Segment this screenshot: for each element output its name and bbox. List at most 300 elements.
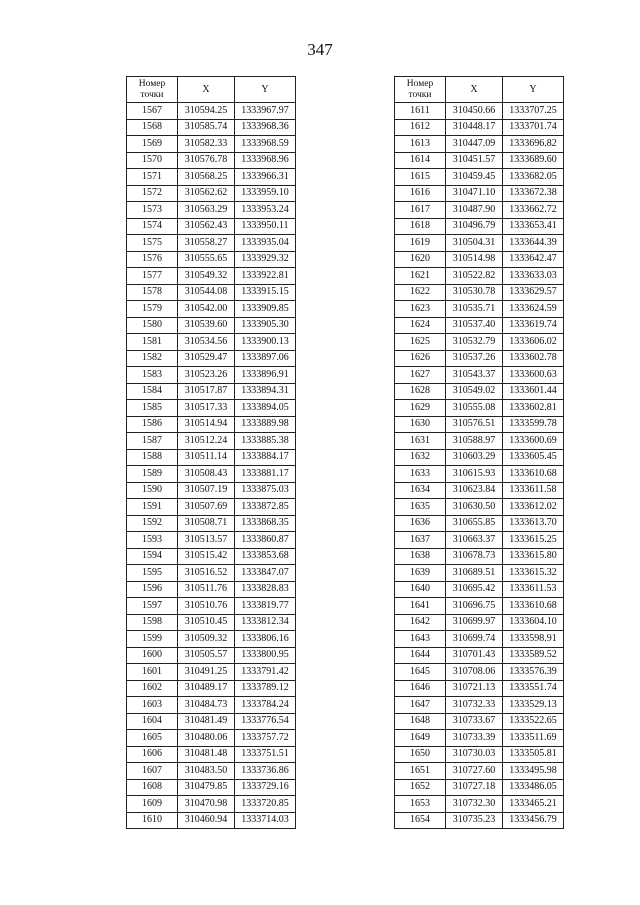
point-number-cell: 1651 [395, 763, 446, 780]
y-coordinate-cell: 1333922.81 [235, 268, 296, 285]
table-row [395, 565, 564, 582]
x-coordinate-cell: 310483.50 [178, 763, 235, 780]
table-row [127, 713, 296, 730]
table-row [395, 218, 564, 235]
table-row [395, 185, 564, 202]
y-coordinate-cell: 1333959.10 [235, 185, 296, 202]
point-number-cell: 1577 [127, 268, 178, 285]
y-coordinate-cell: 1333806.16 [235, 631, 296, 648]
y-coordinate-cell: 1333875.03 [235, 482, 296, 499]
point-number-cell: 1596 [127, 581, 178, 598]
table-row [127, 532, 296, 549]
x-coordinate-cell: 310511.76 [178, 581, 235, 598]
y-coordinate-cell: 1333653.41 [503, 218, 564, 235]
table-body [127, 103, 296, 829]
x-coordinate-cell: 310562.43 [178, 218, 235, 235]
point-number-cell: 1633 [395, 466, 446, 483]
table-row [127, 598, 296, 615]
y-coordinate-cell: 1333872.85 [235, 499, 296, 516]
table-row [395, 482, 564, 499]
table-row [395, 548, 564, 565]
x-coordinate-cell: 310532.79 [446, 334, 503, 351]
y-coordinate-cell: 1333602.78 [503, 350, 564, 367]
x-coordinate-cell: 310512.24 [178, 433, 235, 450]
point-number-cell: 1608 [127, 779, 178, 796]
table-row [395, 779, 564, 796]
point-number-cell: 1624 [395, 317, 446, 334]
table-row [127, 779, 296, 796]
x-coordinate-cell: 310460.94 [178, 812, 235, 829]
point-number-cell: 1617 [395, 202, 446, 219]
y-coordinate-cell: 1333619.74 [503, 317, 564, 334]
point-number-cell: 1593 [127, 532, 178, 549]
y-coordinate-cell: 1333736.86 [235, 763, 296, 780]
point-number-cell: 1591 [127, 499, 178, 516]
point-number-cell: 1632 [395, 449, 446, 466]
point-number-cell: 1592 [127, 515, 178, 532]
point-number-cell: 1613 [395, 136, 446, 153]
x-coordinate-cell: 310615.93 [446, 466, 503, 483]
point-number-cell: 1648 [395, 713, 446, 730]
x-coordinate-cell: 310480.06 [178, 730, 235, 747]
x-coordinate-cell: 310582.33 [178, 136, 235, 153]
x-coordinate-cell: 310508.71 [178, 515, 235, 532]
y-coordinate-cell: 1333868.35 [235, 515, 296, 532]
point-number-cell: 1627 [395, 367, 446, 384]
table-row [127, 763, 296, 780]
table-row [127, 350, 296, 367]
y-coordinate-cell: 1333606.02 [503, 334, 564, 351]
y-coordinate-cell: 1333644.39 [503, 235, 564, 252]
y-coordinate-cell: 1333915.15 [235, 284, 296, 301]
point-number-cell: 1641 [395, 598, 446, 615]
point-number-cell: 1581 [127, 334, 178, 351]
point-number-cell: 1630 [395, 416, 446, 433]
x-coordinate-cell: 310603.29 [446, 449, 503, 466]
x-coordinate-cell: 310496.79 [446, 218, 503, 235]
table-row [127, 664, 296, 681]
y-coordinate-cell: 1333576.39 [503, 664, 564, 681]
table-row [127, 416, 296, 433]
x-coordinate-cell: 310695.42 [446, 581, 503, 598]
x-coordinate-cell: 310517.87 [178, 383, 235, 400]
table-header-row [395, 77, 564, 103]
x-coordinate-cell: 310514.98 [446, 251, 503, 268]
table-row [127, 367, 296, 384]
y-coordinate-cell: 1333720.85 [235, 796, 296, 813]
y-coordinate-cell: 1333950.11 [235, 218, 296, 235]
y-coordinate-cell: 1333601.44 [503, 383, 564, 400]
table-row [395, 812, 564, 829]
table-row [395, 301, 564, 318]
point-number-cell: 1594 [127, 548, 178, 565]
x-coordinate-cell: 310459.45 [446, 169, 503, 186]
x-coordinate-cell: 310539.60 [178, 317, 235, 334]
table-row [127, 680, 296, 697]
table-row [395, 202, 564, 219]
table-row [395, 119, 564, 136]
x-coordinate-cell: 310549.02 [446, 383, 503, 400]
point-number-cell: 1604 [127, 713, 178, 730]
point-number-cell: 1587 [127, 433, 178, 450]
x-coordinate-cell: 310487.90 [446, 202, 503, 219]
point-number-cell: 1582 [127, 350, 178, 367]
point-number-cell: 1629 [395, 400, 446, 417]
x-coordinate-cell: 310542.00 [178, 301, 235, 318]
table-row [127, 515, 296, 532]
point-number-cell: 1612 [395, 119, 446, 136]
y-coordinate-cell: 1333624.59 [503, 301, 564, 318]
x-coordinate-cell: 310732.33 [446, 697, 503, 714]
y-coordinate-cell: 1333847.07 [235, 565, 296, 582]
table-row [395, 697, 564, 714]
y-coordinate-cell: 1333889.98 [235, 416, 296, 433]
x-coordinate-cell: 310481.48 [178, 746, 235, 763]
point-number-cell: 1640 [395, 581, 446, 598]
point-number-cell: 1647 [395, 697, 446, 714]
table-row [127, 317, 296, 334]
x-coordinate-cell: 310732.30 [446, 796, 503, 813]
table-row [395, 152, 564, 169]
page-number: 347 [307, 40, 333, 59]
x-coordinate-cell: 310678.73 [446, 548, 503, 565]
table-row [395, 367, 564, 384]
x-coordinate-cell: 310509.32 [178, 631, 235, 648]
table-row [395, 763, 564, 780]
y-coordinate-cell: 1333968.96 [235, 152, 296, 169]
point-number-cell: 1569 [127, 136, 178, 153]
x-coordinate-cell: 310733.67 [446, 713, 503, 730]
table-row [395, 614, 564, 631]
table-row [395, 103, 564, 120]
point-number-cell: 1590 [127, 482, 178, 499]
table-row [127, 796, 296, 813]
table-row [395, 251, 564, 268]
point-number-cell: 1636 [395, 515, 446, 532]
y-coordinate-cell: 1333629.57 [503, 284, 564, 301]
table-row [395, 268, 564, 285]
x-coordinate-cell: 310696.75 [446, 598, 503, 615]
x-coordinate-cell: 310507.19 [178, 482, 235, 499]
x-coordinate-cell: 310470.98 [178, 796, 235, 813]
point-number-cell: 1650 [395, 746, 446, 763]
y-coordinate-cell: 1333953.24 [235, 202, 296, 219]
table-row [395, 449, 564, 466]
table-row [127, 284, 296, 301]
y-coordinate-cell: 1333897.06 [235, 350, 296, 367]
table-row [395, 713, 564, 730]
y-coordinate-cell: 1333495.98 [503, 763, 564, 780]
point-number-cell: 1635 [395, 499, 446, 516]
y-coordinate-cell: 1333884.17 [235, 449, 296, 466]
point-number-cell: 1618 [395, 218, 446, 235]
point-number-cell: 1574 [127, 218, 178, 235]
y-coordinate-cell: 1333551.74 [503, 680, 564, 697]
y-coordinate-cell: 1333610.68 [503, 598, 564, 615]
table-row [127, 301, 296, 318]
table-row [395, 664, 564, 681]
x-coordinate-cell: 310730.03 [446, 746, 503, 763]
point-number-cell: 1621 [395, 268, 446, 285]
x-coordinate-cell: 310451.57 [446, 152, 503, 169]
point-number-cell: 1595 [127, 565, 178, 582]
point-number-cell: 1649 [395, 730, 446, 747]
y-coordinate-cell: 1333894.31 [235, 383, 296, 400]
y-coordinate-cell: 1333615.80 [503, 548, 564, 565]
x-coordinate-cell: 310727.18 [446, 779, 503, 796]
point-header-line1: Номер [138, 78, 166, 89]
table-row [127, 482, 296, 499]
point-number-cell: 1579 [127, 301, 178, 318]
point-number-cell: 1600 [127, 647, 178, 664]
table-row [395, 532, 564, 549]
table-row [127, 499, 296, 516]
y-coordinate-cell: 1333598.91 [503, 631, 564, 648]
x-coordinate-cell: 310563.29 [178, 202, 235, 219]
x-coordinate-cell: 310699.74 [446, 631, 503, 648]
y-coordinate-cell: 1333689.60 [503, 152, 564, 169]
table-row [395, 350, 564, 367]
point-number-cell: 1602 [127, 680, 178, 697]
y-coordinate-cell: 1333812.34 [235, 614, 296, 631]
x-coordinate-cell: 310510.76 [178, 598, 235, 615]
y-coordinate-cell: 1333465.21 [503, 796, 564, 813]
point-number-cell: 1573 [127, 202, 178, 219]
y-coordinate-cell: 1333860.87 [235, 532, 296, 549]
table-row [127, 449, 296, 466]
table-row [395, 284, 564, 301]
table-row [395, 235, 564, 252]
y-coordinate-cell: 1333612.02 [503, 499, 564, 516]
coordinates-table-left [126, 76, 296, 829]
table-row [127, 268, 296, 285]
point-number-header [395, 77, 446, 103]
x-coordinate-cell: 310504.31 [446, 235, 503, 252]
point-number-cell: 1575 [127, 235, 178, 252]
y-coordinate-cell: 1333672.38 [503, 185, 564, 202]
point-number-cell: 1619 [395, 235, 446, 252]
y-coordinate-cell: 1333600.69 [503, 433, 564, 450]
x-coordinate-cell: 310507.69 [178, 499, 235, 516]
table-row [395, 466, 564, 483]
table-row [395, 581, 564, 598]
table-row [395, 499, 564, 516]
point-number-cell: 1567 [127, 103, 178, 120]
point-number-cell: 1642 [395, 614, 446, 631]
point-number-cell: 1578 [127, 284, 178, 301]
y-coordinate-cell: 1333828.83 [235, 581, 296, 598]
table-row [127, 218, 296, 235]
x-coordinate-cell: 310448.17 [446, 119, 503, 136]
y-coordinate-cell: 1333751.51 [235, 746, 296, 763]
y-coordinate-cell: 1333696.82 [503, 136, 564, 153]
x-coordinate-cell: 310555.65 [178, 251, 235, 268]
x-coordinate-cell: 310479.85 [178, 779, 235, 796]
x-coordinate-cell: 310522.82 [446, 268, 503, 285]
table-row [127, 730, 296, 747]
y-coordinate-cell: 1333642.47 [503, 251, 564, 268]
point-number-cell: 1654 [395, 812, 446, 829]
point-number-cell: 1622 [395, 284, 446, 301]
y-coordinate-cell: 1333935.04 [235, 235, 296, 252]
point-header-line2: точки [140, 89, 164, 100]
table-row [127, 169, 296, 186]
y-coordinate-cell: 1333602.81 [503, 400, 564, 417]
table-row [395, 515, 564, 532]
x-coordinate-cell: 310516.52 [178, 565, 235, 582]
table-row [127, 202, 296, 219]
table-row [127, 152, 296, 169]
point-number-cell: 1628 [395, 383, 446, 400]
y-coordinate-cell: 1333789.12 [235, 680, 296, 697]
table-row [127, 697, 296, 714]
table-row [127, 251, 296, 268]
point-number-cell: 1605 [127, 730, 178, 747]
point-number-cell: 1652 [395, 779, 446, 796]
table-row [395, 680, 564, 697]
x-coordinate-cell: 310623.84 [446, 482, 503, 499]
x-coordinate-cell: 310721.13 [446, 680, 503, 697]
y-coordinate-cell: 1333909.85 [235, 301, 296, 318]
table-row [127, 185, 296, 202]
x-coordinate-cell: 310523.26 [178, 367, 235, 384]
point-number-cell: 1598 [127, 614, 178, 631]
y-coordinate-cell: 1333968.59 [235, 136, 296, 153]
table-row [127, 383, 296, 400]
x-coordinate-cell: 310484.73 [178, 697, 235, 714]
coordinates-table-right [394, 76, 564, 829]
point-number-cell: 1631 [395, 433, 446, 450]
point-number-cell: 1588 [127, 449, 178, 466]
point-number-cell: 1568 [127, 119, 178, 136]
y-coordinate-cell: 1333662.72 [503, 202, 564, 219]
point-number-cell: 1638 [395, 548, 446, 565]
table-row [395, 400, 564, 417]
table-row [127, 400, 296, 417]
x-coordinate-cell: 310510.45 [178, 614, 235, 631]
x-coordinate-cell: 310515.42 [178, 548, 235, 565]
y-coordinate-cell: 1333486.05 [503, 779, 564, 796]
x-coordinate-cell: 310708.06 [446, 664, 503, 681]
table-row [127, 103, 296, 120]
table-row [127, 466, 296, 483]
point-number-cell: 1571 [127, 169, 178, 186]
point-number-cell: 1589 [127, 466, 178, 483]
table-row [127, 119, 296, 136]
y-header: Y [503, 77, 564, 103]
y-coordinate-cell: 1333885.38 [235, 433, 296, 450]
table-row [127, 812, 296, 829]
x-coordinate-cell: 310447.09 [446, 136, 503, 153]
x-coordinate-cell: 310505.57 [178, 647, 235, 664]
point-number-cell: 1620 [395, 251, 446, 268]
point-header-line1: Номер [406, 78, 434, 89]
y-coordinate-cell: 1333701.74 [503, 119, 564, 136]
point-number-cell: 1625 [395, 334, 446, 351]
x-coordinate-cell: 310537.26 [446, 350, 503, 367]
y-coordinate-cell: 1333511.69 [503, 730, 564, 747]
point-number-cell: 1611 [395, 103, 446, 120]
table-row [395, 730, 564, 747]
y-coordinate-cell: 1333682.05 [503, 169, 564, 186]
y-coordinate-cell: 1333610.68 [503, 466, 564, 483]
x-coordinate-cell: 310537.40 [446, 317, 503, 334]
y-coordinate-cell: 1333707.25 [503, 103, 564, 120]
x-coordinate-cell: 310655.85 [446, 515, 503, 532]
point-number-cell: 1586 [127, 416, 178, 433]
point-number-cell: 1584 [127, 383, 178, 400]
y-coordinate-cell: 1333456.79 [503, 812, 564, 829]
table-row [127, 746, 296, 763]
x-coordinate-cell: 310701.43 [446, 647, 503, 664]
x-coordinate-cell: 310481.49 [178, 713, 235, 730]
y-coordinate-cell: 1333966.31 [235, 169, 296, 186]
point-number-cell: 1634 [395, 482, 446, 499]
x-coordinate-cell: 310491.25 [178, 664, 235, 681]
x-coordinate-cell: 310450.66 [446, 103, 503, 120]
y-coordinate-cell: 1333615.32 [503, 565, 564, 582]
y-coordinate-cell: 1333757.72 [235, 730, 296, 747]
x-coordinate-cell: 310543.37 [446, 367, 503, 384]
table-row [395, 598, 564, 615]
x-coordinate-cell: 310471.10 [446, 185, 503, 202]
y-coordinate-cell: 1333505.81 [503, 746, 564, 763]
x-coordinate-cell: 310585.74 [178, 119, 235, 136]
table-row [395, 136, 564, 153]
x-coordinate-cell: 310555.08 [446, 400, 503, 417]
point-number-cell: 1614 [395, 152, 446, 169]
point-number-cell: 1583 [127, 367, 178, 384]
y-coordinate-cell: 1333599.78 [503, 416, 564, 433]
y-coordinate-cell: 1333819.77 [235, 598, 296, 615]
x-coordinate-cell: 310511.14 [178, 449, 235, 466]
point-number-cell: 1626 [395, 350, 446, 367]
x-coordinate-cell: 310576.78 [178, 152, 235, 169]
y-coordinate-cell: 1333611.58 [503, 482, 564, 499]
point-number-cell: 1645 [395, 664, 446, 681]
x-coordinate-cell: 310558.27 [178, 235, 235, 252]
point-number-cell: 1606 [127, 746, 178, 763]
x-coordinate-cell: 310489.17 [178, 680, 235, 697]
y-coordinate-cell: 1333729.16 [235, 779, 296, 796]
point-number-cell: 1607 [127, 763, 178, 780]
y-coordinate-cell: 1333784.24 [235, 697, 296, 714]
point-number-cell: 1603 [127, 697, 178, 714]
x-coordinate-cell: 310663.37 [446, 532, 503, 549]
y-coordinate-cell: 1333522.65 [503, 713, 564, 730]
table-row [395, 383, 564, 400]
x-coordinate-cell: 310514.94 [178, 416, 235, 433]
x-coordinate-cell: 310568.25 [178, 169, 235, 186]
x-coordinate-cell: 310508.43 [178, 466, 235, 483]
table-header-row [127, 77, 296, 103]
x-coordinate-cell: 310588.97 [446, 433, 503, 450]
point-number-cell: 1639 [395, 565, 446, 582]
table-row [395, 416, 564, 433]
x-coordinate-cell: 310513.57 [178, 532, 235, 549]
y-coordinate-cell: 1333896.91 [235, 367, 296, 384]
table-row [127, 614, 296, 631]
x-header: X [178, 77, 235, 103]
y-coordinate-cell: 1333900.13 [235, 334, 296, 351]
table-row [127, 334, 296, 351]
table-row [395, 647, 564, 664]
y-coordinate-cell: 1333894.05 [235, 400, 296, 417]
x-coordinate-cell: 310735.23 [446, 812, 503, 829]
x-coordinate-cell: 310594.25 [178, 103, 235, 120]
point-number-cell: 1609 [127, 796, 178, 813]
x-coordinate-cell: 310549.32 [178, 268, 235, 285]
